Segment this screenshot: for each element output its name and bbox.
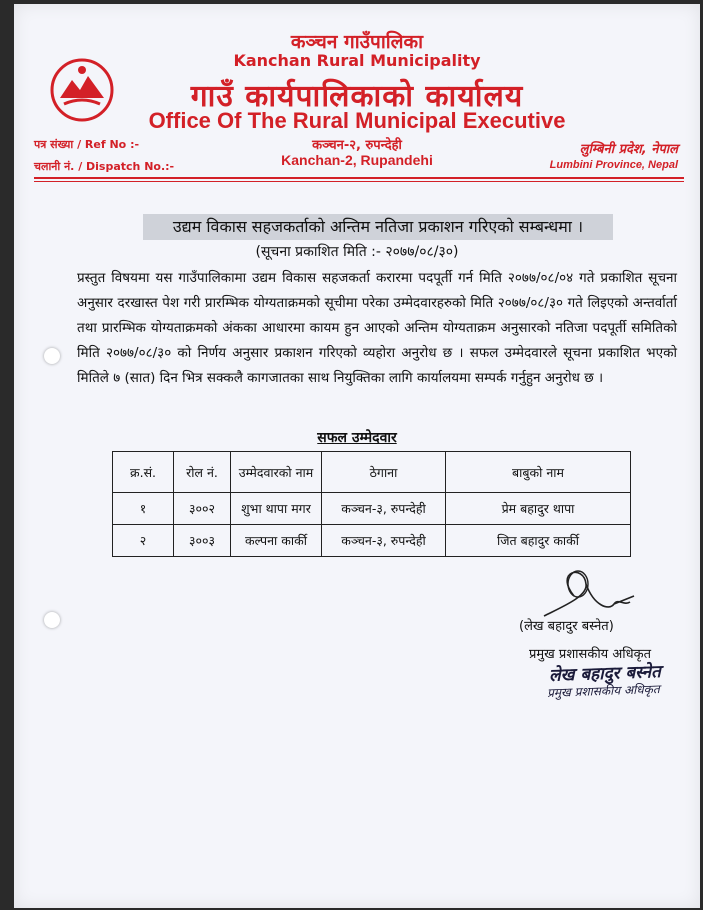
col-header-serial: क्र.सं. <box>113 452 174 493</box>
punch-hole <box>44 348 60 364</box>
stamp-title: प्रमुख प्रशासकीय अधिकृत <box>546 682 660 700</box>
subject-line: उद्यम विकास सहजकर्ताको अन्तिम नतिजा प्रकाशन गरिएको सम्बन्धमा । <box>143 214 613 240</box>
table-row <box>113 493 631 525</box>
letter-page <box>14 4 700 908</box>
municipality-name-en: Kanchan Rural Municipality <box>233 51 481 70</box>
stamp-name: लेख बहादुर बस्नेत <box>548 662 662 686</box>
cell-serial: १ <box>113 493 174 525</box>
table-header-row <box>113 452 631 493</box>
signer-title: प्रमुख प्रशासकीय अधिकृत <box>529 647 652 662</box>
col-header-candidate: उम्मेदवारको नाम <box>231 452 322 493</box>
cell-address: कञ्चन-३, रुपन्देही <box>322 493 446 525</box>
col-header-father: बाबुको नाम <box>446 452 631 493</box>
province-np: लुम्बिनी प्रदेश, नेपाल <box>579 142 678 157</box>
office-name-en: Office Of The Rural Municipal Executive <box>148 108 566 133</box>
col-header-address: ठेगाना <box>322 452 446 493</box>
header-divider <box>34 177 684 179</box>
province-en: Lumbini Province, Nepal <box>549 159 678 171</box>
successful-candidates-table <box>112 451 631 557</box>
body-paragraph: प्रस्तुत विषयमा यस गाउँपालिकामा उद्यम विकास सहजकर्ता करारमा पदपूर्ती गर्न मिति २०७७/०८/०४ गते प्रकाशित सूचना अनुसार दरखास्त पेश गरी प्रारम्भिक योग्यताक्रमको सूचीमा परेका उम्मेदवारहरुको मिति २०७७/०८/३० गते लिइएको अन्तर्वार्ता तथा प्रारम्भिक योग्यताक्रमको अंकका आधारमा कायम हुन आएको अन्तिम योग्यताक्रम अनुसारको नतिजा पदपूर्ती समितिको मिति २०७७/०८/३० को निर्णय अनुसार प्रकाशन गरिएको व्यहोरा अनुरोध छ । सफल उम्मेदवारले सूचना प्रकाशित भएको मितिले ७ (सात) दिन भित्र सक्कलै कागजातका साथ नियुक्तिका लागि कार्यालयमा सम्पर्क गर्नुहुन अनुरोध छ । <box>77 270 677 386</box>
header-divider-thin <box>34 181 684 182</box>
cell-candidate: शुभा थापा मगर <box>231 493 322 525</box>
table-row <box>113 525 631 557</box>
cell-serial: २ <box>113 525 174 557</box>
office-name-np: गाउँ कार्यपालिकाको कार्यालय <box>190 79 524 114</box>
cell-roll: ३००३ <box>174 525 231 557</box>
col-header-roll: रोल नं. <box>174 452 231 493</box>
cell-father: जित बहादुर कार्की <box>446 525 631 557</box>
dispatch-number-label: चलानी नं. / Dispatch No.:- <box>34 160 175 173</box>
cell-father: प्रेम बहादुर थापा <box>446 493 631 525</box>
cell-candidate: कल्पना कार्की <box>231 525 322 557</box>
cell-address: कञ्चन-३, रुपन्देही <box>322 525 446 557</box>
ref-number-label: पत्र संख्या / Ref No :- <box>34 138 140 151</box>
cell-roll: ३००२ <box>174 493 231 525</box>
table-title: सफल उम्मेदवार <box>317 430 397 446</box>
punch-hole <box>44 612 60 628</box>
address-np: कञ्चन-२, रुपन्देही <box>312 138 402 153</box>
notice-date: (सूचना प्रकाशित मिति :- २०७७/०८/३०) <box>255 244 459 260</box>
address-en: Kanchan-2, Rupandehi <box>281 152 433 168</box>
municipality-name-np: कञ्चन गाउँपालिका <box>290 31 424 53</box>
signer-name: (लेख बहादुर बस्नेत) <box>519 619 614 634</box>
